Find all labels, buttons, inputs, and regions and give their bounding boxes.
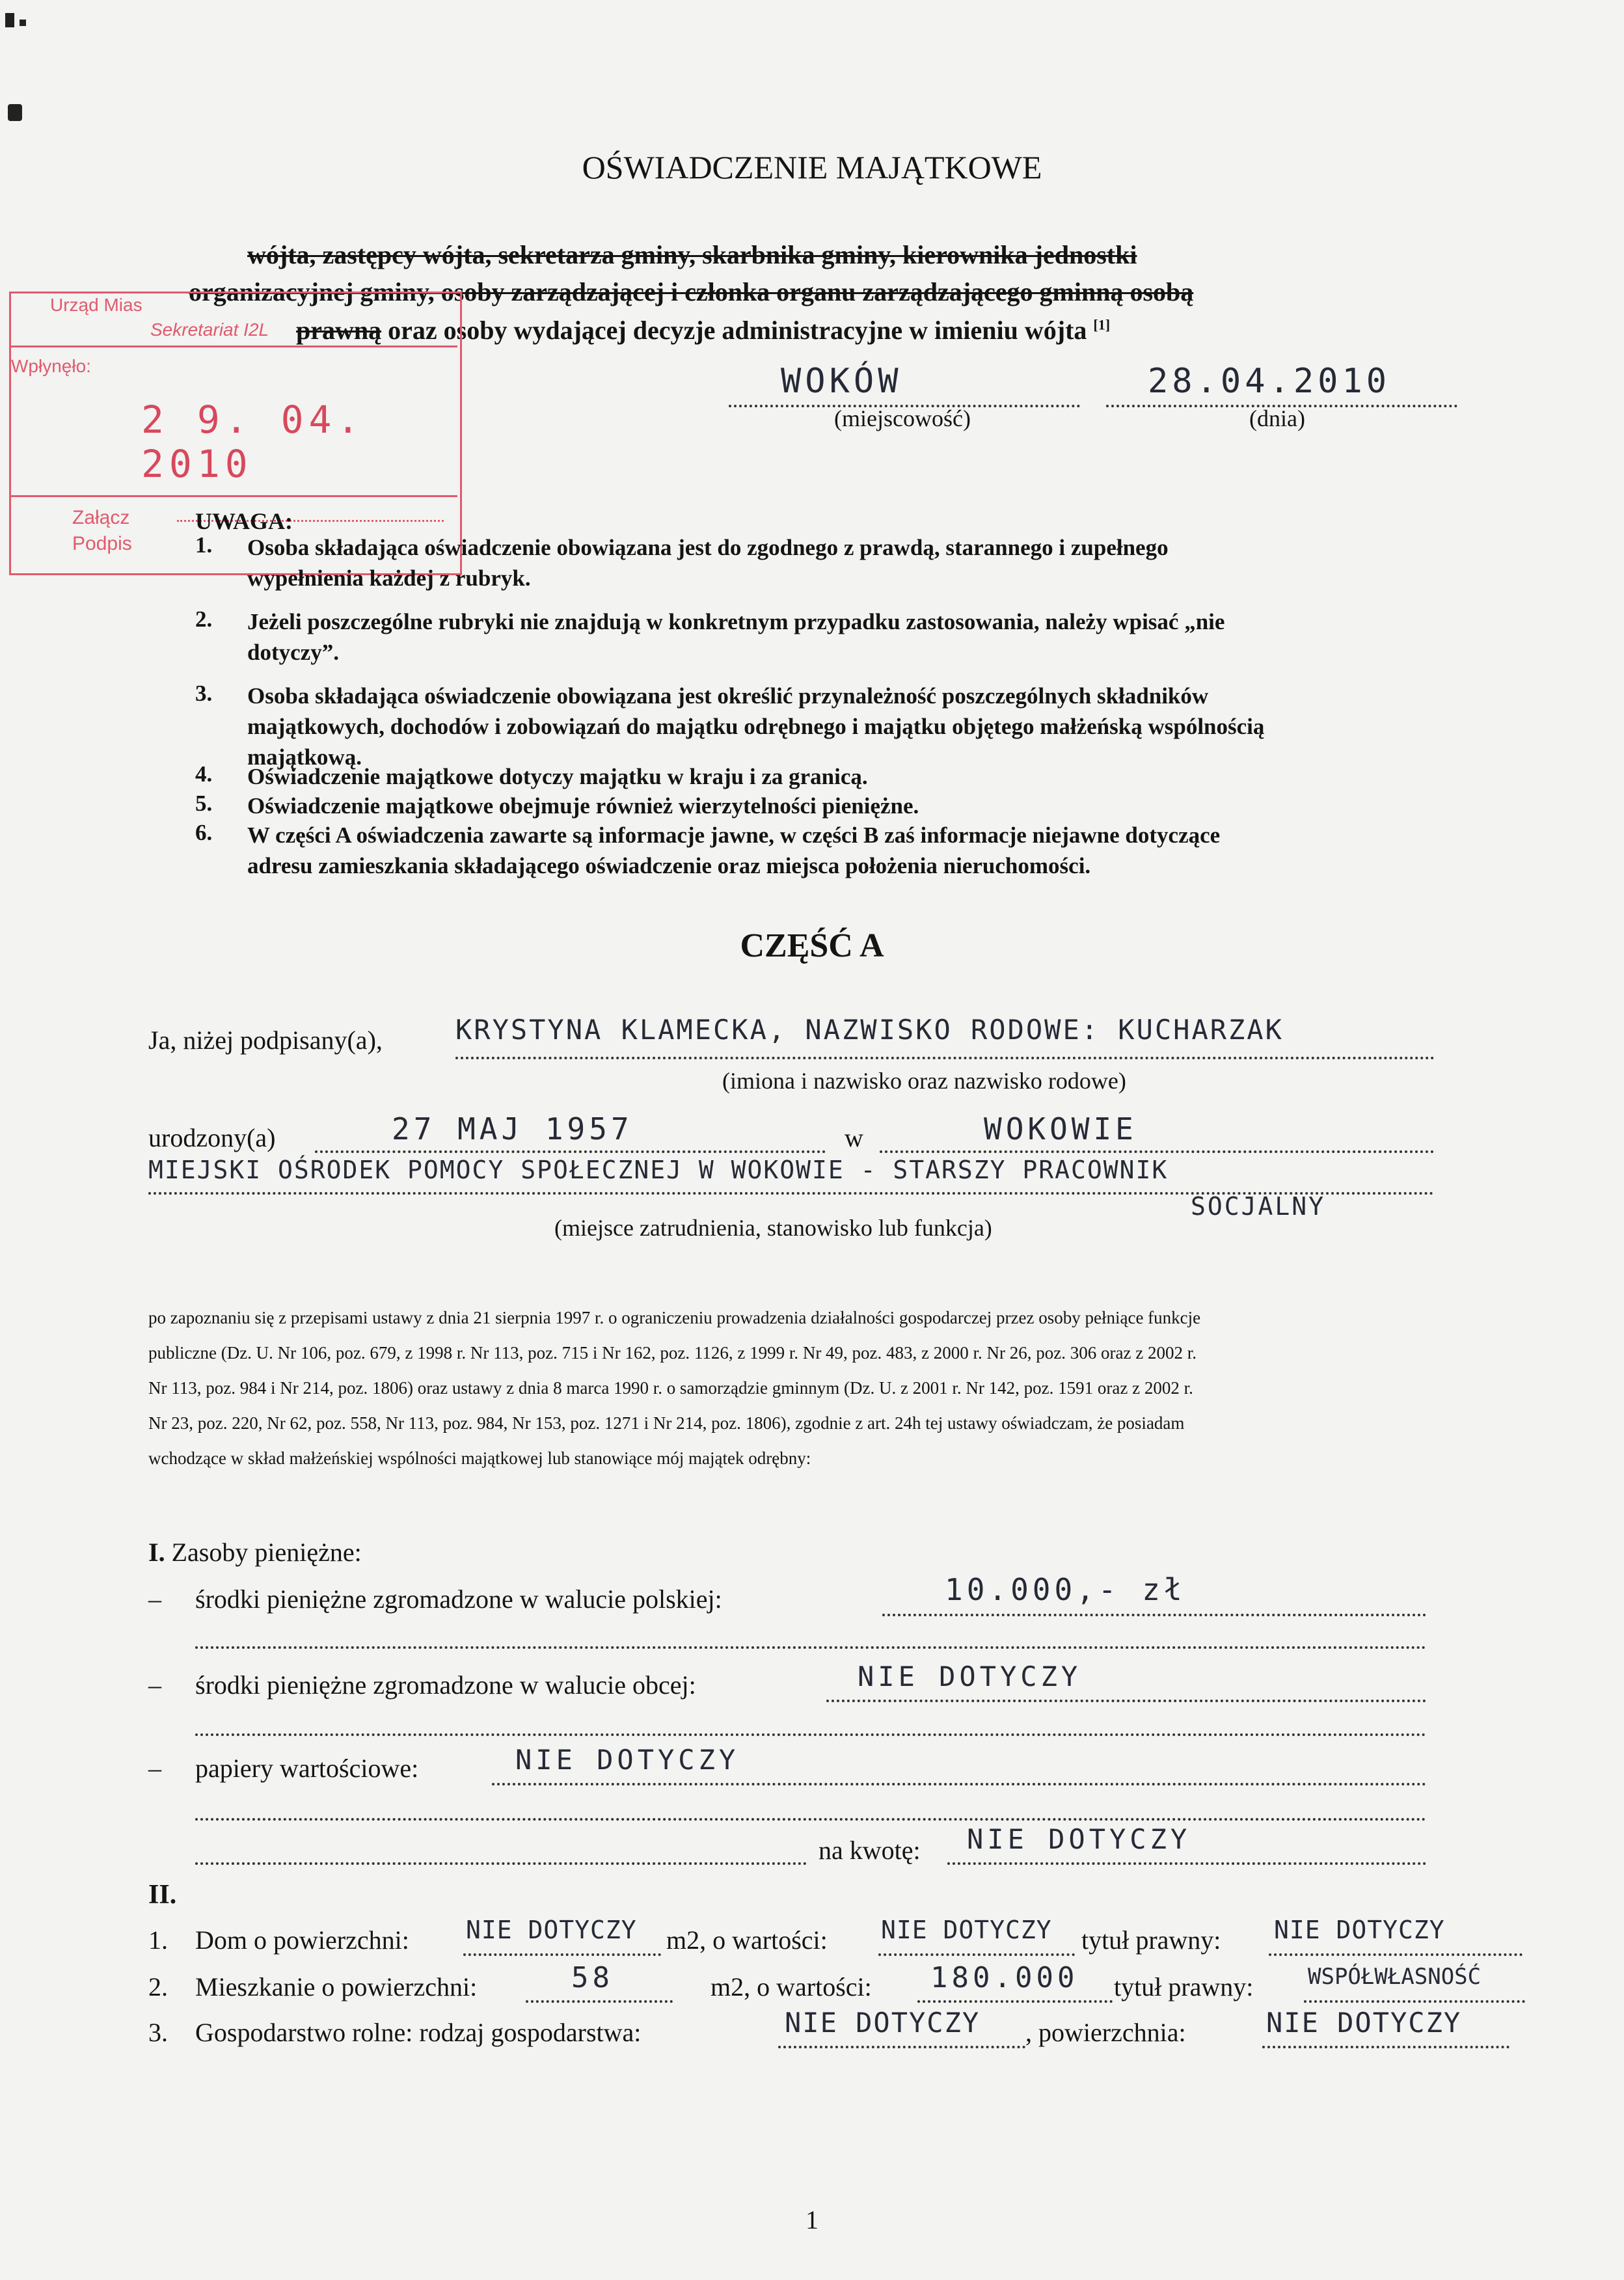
securities-extra-line bbox=[195, 1791, 1426, 1821]
legal-text bbox=[148, 1300, 1482, 1476]
uwaga-item-line: Jeżeli poszczególne rubryki nie znajdują w konkretnym przypadku zastosowania, należy wpisać „nie bbox=[247, 609, 1225, 634]
pln-field bbox=[882, 1572, 1426, 1616]
foreign-extra-line bbox=[195, 1706, 1426, 1736]
flat-title-field bbox=[1304, 1960, 1525, 2003]
farm-area-value: NIE DOTYCZY bbox=[1266, 2007, 1462, 2039]
legal-line: wchodzące w skład małżeńskiej wspólności majątkowej lub stanowiące mój majątek odrębny: bbox=[148, 1448, 811, 1468]
securities-extra-line-2 bbox=[195, 1836, 807, 1865]
securities-value: NIE DOTYCZY bbox=[515, 1744, 740, 1776]
uwaga-item-text bbox=[247, 761, 868, 792]
farm-type-field bbox=[778, 2005, 1025, 2048]
legal-line: Nr 23, poz. 220, Nr 62, poz. 558, Nr 113, poz. 984, Nr 153, poz. 1271 i Nr 214, poz. 1806), zgodnie z art. 24h tej ustawy oświadczam, że posiadam bbox=[148, 1413, 1185, 1433]
flat-area-field bbox=[526, 1960, 673, 2003]
section-2-heading: II. bbox=[148, 1880, 177, 1910]
farm-label: Gospodarstwo rolne: rodzaj gospodarstwa: bbox=[195, 2018, 642, 2047]
born-place-field bbox=[880, 1111, 1434, 1153]
kwote-field bbox=[947, 1822, 1426, 1865]
dash: – bbox=[148, 1754, 161, 1783]
page-number: 1 bbox=[805, 2205, 819, 2234]
born-w-label: w bbox=[845, 1123, 863, 1152]
flat-title-value: WSPÓŁWŁASNOŚĆ bbox=[1308, 1964, 1482, 1990]
date-value: 28.04.2010 bbox=[1148, 362, 1391, 401]
place-field bbox=[729, 357, 1080, 407]
foreign-value: NIE DOTYCZY bbox=[858, 1661, 1082, 1692]
place-value: WOKÓW bbox=[781, 362, 902, 401]
flat-value-value: 180.000 bbox=[930, 1961, 1079, 1994]
date-caption: (dnia) bbox=[1249, 405, 1305, 431]
uwaga-item-number: 1. bbox=[195, 532, 213, 558]
section-1-roman: I. bbox=[148, 1538, 165, 1567]
uwaga-item-number: 5. bbox=[195, 791, 213, 816]
scan-mark bbox=[20, 20, 26, 26]
header-line-3-text: oraz osoby wydającej decyzje administracyjne w imieniu wójta bbox=[381, 316, 1087, 345]
ja-label: Ja, niżej podpisany(a), bbox=[148, 1025, 383, 1055]
foreign-field bbox=[826, 1659, 1426, 1702]
header-line-1: wójta, zastępcy wójta, sekretarza gminy, skarbnika gminy, kierownika jednostki bbox=[247, 240, 1137, 269]
uwaga-item-line: Oświadczenie majątkowe obejmuje również wierzytelności pieniężne. bbox=[247, 793, 919, 819]
kwote-value: NIE DOTYCZY bbox=[967, 1823, 1191, 1855]
house-area-value: NIE DOTYCZY bbox=[466, 1916, 637, 1944]
employment-value: MIEJSKI OŚRODEK POMOCY SPOŁECZNEJ W WOKOWIE - STARSZY PRACOWNIK bbox=[148, 1156, 1169, 1184]
house-value-label: m2, o wartości: bbox=[666, 1925, 828, 1955]
row-2-number: 2. bbox=[148, 1972, 168, 2002]
dash: – bbox=[148, 1584, 161, 1614]
stamp-attachments: Załącz bbox=[72, 507, 130, 528]
employment-caption: (miejsce zatrudnienia, stanowisko lub funkcja) bbox=[554, 1215, 992, 1241]
section-1-title: Zasoby pieniężne: bbox=[171, 1538, 362, 1567]
kwote-label: na kwotę: bbox=[819, 1836, 921, 1865]
born-date-field bbox=[315, 1111, 826, 1153]
legal-line: publiczne (Dz. U. Nr 106, poz. 679, z 1998 r. Nr 113, poz. 715 i Nr 162, poz. 1126, z 1999 r. Nr 49, poz. 483, z 2000 r. Nr 26, poz. 306 oraz z 2002 r. bbox=[148, 1343, 1197, 1363]
uwaga-item-line: majątkowych, dochodów i zobowiązań do majątku odrębnego i majątku objętego małżeńską wspólnością bbox=[247, 714, 1265, 739]
row-3-number: 3. bbox=[148, 2018, 168, 2047]
uwaga-item-text bbox=[247, 681, 1264, 772]
flat-value-label: m2, o wartości: bbox=[710, 1972, 872, 2002]
house-title-label: tytuł prawny: bbox=[1081, 1925, 1221, 1955]
legal-line: Nr 113, poz. 984 i Nr 214, poz. 1806) oraz ustawy z dnia 8 marca 1990 r. o samorządzie gminnym (Dz. U. z 2001 r. Nr 142, poz. 1591 oraz z 2002 r. bbox=[148, 1378, 1193, 1398]
uwaga-item-text bbox=[247, 532, 1169, 593]
pln-value: 10.000,- zł bbox=[945, 1572, 1186, 1607]
uwaga-item-number: 4. bbox=[195, 761, 213, 787]
stamp-date: 2 9. 04. 2010 bbox=[141, 398, 365, 486]
farm-area-field bbox=[1262, 2005, 1509, 2048]
uwaga-item-line: majątkową. bbox=[247, 744, 362, 770]
date-field bbox=[1106, 357, 1457, 407]
employment-field bbox=[148, 1152, 1434, 1195]
pln-extra-line bbox=[195, 1619, 1426, 1649]
scan-mark bbox=[8, 104, 22, 121]
row-1-number: 1. bbox=[148, 1925, 168, 1955]
legal-line: po zapoznaniu się z przepisami ustawy z dnia 21 sierpnia 1997 r. o ograniczeniu prowadzenia działalności gospodarczej przez osoby pełniące funkcje bbox=[148, 1308, 1201, 1327]
securities-label: papiery wartościowe: bbox=[195, 1754, 419, 1783]
house-value-field bbox=[878, 1913, 1075, 1956]
uwaga-item-line: wypełnienia każdej z rubryk. bbox=[247, 565, 531, 591]
name-value: KRYSTYNA KLAMECKA, NAZWISKO RODOWE: KUCHARZAK bbox=[455, 1014, 1284, 1046]
house-title-value: NIE DOTYCZY bbox=[1274, 1916, 1445, 1944]
born-place-value: WOKOWIE bbox=[984, 1111, 1137, 1147]
stamp-signature: Podpis bbox=[72, 533, 132, 554]
securities-field bbox=[492, 1743, 1426, 1785]
uwaga-item-number: 3. bbox=[195, 681, 213, 706]
dash: – bbox=[148, 1670, 161, 1700]
uwaga-item-line: Oświadczenie majątkowe dotyczy majątku w kraju i za granicą. bbox=[247, 764, 868, 789]
house-value-value: NIE DOTYCZY bbox=[881, 1916, 1052, 1944]
name-caption: (imiona i nazwisko oraz nazwisko rodowe) bbox=[722, 1068, 1126, 1094]
born-date-value: 27 MAJ 1957 bbox=[392, 1111, 633, 1147]
footnote-ref: [1] bbox=[1093, 316, 1111, 333]
uwaga-item-line: dotyczy”. bbox=[247, 640, 339, 665]
stamp-office: Urząd Mias bbox=[50, 295, 142, 315]
section-1-heading bbox=[148, 1537, 362, 1568]
header-line-2: organizacyjnej gminy, osoby zarządzającej i członka organu zarządzającego gminną osobą bbox=[189, 277, 1194, 306]
uwaga-item-text bbox=[247, 820, 1220, 881]
document-title: OŚWIADCZENIE MAJĄTKOWE bbox=[582, 149, 1042, 185]
place-caption: (miejscowość) bbox=[834, 405, 971, 431]
uwaga-item-line: W części A oświadczenia zawarte są informacje jawne, w części B zaś informacje niejawne dotyczące bbox=[247, 822, 1221, 848]
scan-mark bbox=[5, 13, 14, 27]
house-area-field bbox=[463, 1913, 661, 1956]
uwaga-item-number: 6. bbox=[195, 820, 213, 845]
header-line-3-struck: prawną bbox=[296, 316, 382, 345]
flat-value-field bbox=[917, 1960, 1113, 2003]
farm-area-label: , powierzchnia: bbox=[1025, 2018, 1186, 2047]
employment-value-2: SOCJALNY bbox=[1191, 1192, 1326, 1221]
uwaga-item-line: Osoba składająca oświadczenie obowiązana jest określić przynależność poszczególnych składników bbox=[247, 683, 1209, 709]
born-label: urodzony(a) bbox=[148, 1123, 276, 1152]
uwaga-item-number: 2. bbox=[195, 606, 213, 632]
uwaga-item-text bbox=[247, 606, 1225, 668]
farm-type-value: NIE DOTYCZY bbox=[785, 2007, 981, 2039]
name-field bbox=[455, 1010, 1435, 1059]
stamp-sekretariat: Sekretariat I2L bbox=[150, 319, 269, 340]
pln-label: środki pieniężne zgromadzone w walucie polskiej: bbox=[195, 1584, 722, 1614]
uwaga-item-line: Osoba składająca oświadczenie obowiązana jest do zgodnego z prawdą, starannego i zupełnego bbox=[247, 535, 1169, 560]
house-title-field bbox=[1269, 1913, 1522, 1956]
flat-title-label: tytuł prawny: bbox=[1114, 1972, 1254, 2002]
uwaga-item-text bbox=[247, 791, 919, 821]
foreign-label: środki pieniężne zgromadzone w walucie obcej: bbox=[195, 1670, 696, 1700]
flat-area-value: 58 bbox=[571, 1961, 614, 1994]
uwaga-heading: UWAGA: bbox=[195, 508, 293, 534]
part-a-heading: CZĘŚĆ A bbox=[740, 927, 884, 964]
house-label: Dom o powierzchni: bbox=[195, 1925, 409, 1955]
uwaga-item-line: adresu zamieszkania składającego oświadczenie oraz miejsca położenia nieruchomości. bbox=[247, 853, 1091, 878]
stamp-received-label: Wpłynęło: bbox=[11, 356, 91, 376]
flat-label: Mieszkanie o powierzchni: bbox=[195, 1972, 478, 2002]
